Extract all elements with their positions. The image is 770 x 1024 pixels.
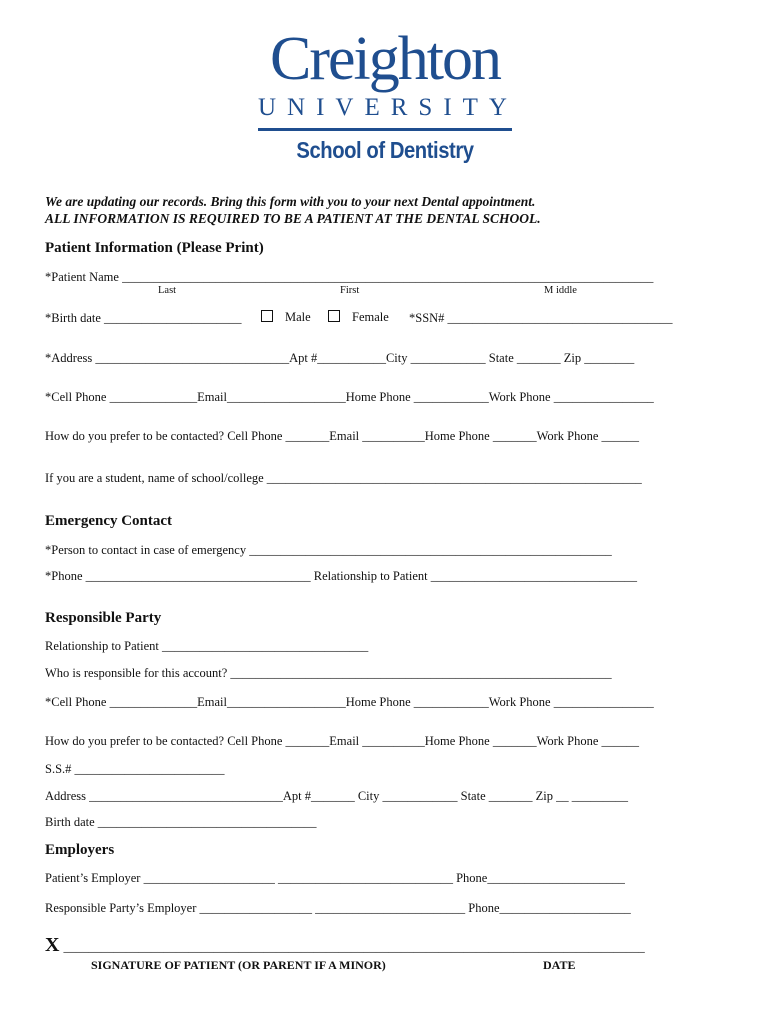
signature-row[interactable] xyxy=(45,934,645,957)
male-label: Male xyxy=(285,310,311,324)
responsible-birth-date-field[interactable]: Birth date ___________________________________ xyxy=(45,815,317,829)
intro-line-1: We are updating our records. Bring this form with you to your next Dental appointment. xyxy=(45,194,536,209)
emergency-person-field[interactable]: *Person to contact in case of emergency __________________________________________________________ xyxy=(45,543,612,557)
patient-phones-row[interactable] xyxy=(45,390,654,405)
party-employer-field[interactable]: Responsible Party’s Employer __________________ ________________________ Phone_____________________ xyxy=(45,901,631,915)
logo-school: School of Dentistry xyxy=(296,137,474,163)
email-label: Email xyxy=(197,390,227,404)
email-field[interactable]: ___________________ xyxy=(226,695,346,709)
responsible-relationship-field[interactable]: Relationship to Patient _________________________________ xyxy=(45,639,369,653)
responsible-phones-row[interactable] xyxy=(45,695,654,710)
ssn-field[interactable]: *SSN# ____________________________________ xyxy=(409,311,673,325)
cell-phone-field[interactable]: *Cell Phone ______________ xyxy=(45,390,198,404)
responsible-account-field[interactable]: Who is responsible for this account? _____________________________________________________________ xyxy=(45,666,612,680)
logo-wordmark: Creighton xyxy=(270,25,500,93)
patient-contact-preference[interactable]: How do you prefer to be contacted? Cell Phone _______Email __________Home Phone _______Work Phone ______ xyxy=(45,429,640,443)
intro-line-2: ALL INFORMATION IS REQUIRED TO BE A PATIENT AT THE DENTAL SCHOOL. xyxy=(45,211,541,226)
name-sub-first: First xyxy=(340,285,360,296)
date-label: DATE xyxy=(543,958,576,972)
email-label: Email xyxy=(197,695,227,709)
female-option[interactable] xyxy=(328,310,389,325)
signature-label: SIGNATURE OF PATIENT (OR PARENT IF A MINOR) xyxy=(91,958,386,972)
female-label: Female xyxy=(352,310,389,324)
patient-employer-field[interactable]: Patient’s Employer _____________________ ____________________________ Phone______________________ xyxy=(45,871,625,885)
signature-x-mark: X xyxy=(45,934,60,956)
patient-info-heading: Patient Information (Please Print) xyxy=(45,240,264,256)
birth-date-field[interactable]: *Birth date ______________________ xyxy=(45,311,242,325)
home-work-phone-field[interactable]: Home Phone ____________Work Phone ________________ xyxy=(345,390,654,404)
responsible-party-heading: Responsible Party xyxy=(45,610,162,626)
emergency-phone-field[interactable]: *Phone ____________________________________ Relationship to Patient _________________________________ xyxy=(45,569,638,583)
female-checkbox[interactable] xyxy=(328,310,340,322)
patient-name-field[interactable]: *Patient Name _____________________________________________________________________________________ xyxy=(45,270,654,284)
university-logo xyxy=(258,25,518,164)
name-sub-middle: M iddle xyxy=(544,285,577,296)
logo-rule xyxy=(258,128,512,131)
student-school-field[interactable]: If you are a student, name of school/college ____________________________________________________________ xyxy=(45,471,642,485)
name-sub-last: Last xyxy=(158,285,177,296)
emergency-contact-heading: Emergency Contact xyxy=(45,513,173,529)
signature-line[interactable]: _____________________________________________________________________________________________ xyxy=(63,940,645,954)
patient-address-field[interactable]: *Address _______________________________Apt #___________City ____________ State _______ Zip ________ xyxy=(45,351,635,365)
responsible-contact-preference[interactable]: How do you prefer to be contacted? Cell Phone _______Email __________Home Phone _______Work Phone ______ xyxy=(45,734,640,748)
responsible-ssn-field[interactable]: S.S.# ________________________ xyxy=(45,762,225,776)
male-checkbox[interactable] xyxy=(261,310,273,322)
responsible-address-field[interactable]: Address _______________________________Apt #_______ City ____________ State _______ Zip __ _________ xyxy=(45,789,628,803)
cell-phone-field[interactable]: *Cell Phone ______________ xyxy=(45,695,198,709)
logo-university: UNIVERSITY xyxy=(258,94,518,121)
email-field[interactable]: ___________________ xyxy=(226,390,346,404)
home-work-phone-field[interactable]: Home Phone ____________Work Phone ________________ xyxy=(345,695,654,709)
employers-heading: Employers xyxy=(45,842,115,858)
male-option[interactable] xyxy=(261,310,311,325)
